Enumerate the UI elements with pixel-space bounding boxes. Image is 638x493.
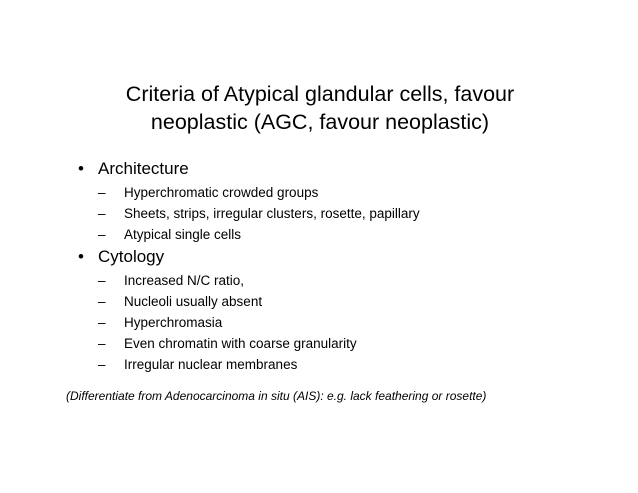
dash-icon: – [98, 315, 106, 330]
bullet-heading: Architecture [98, 159, 189, 178]
sub-item-text: Irregular nuclear membranes [124, 357, 298, 372]
dash-icon: – [98, 273, 106, 288]
sub-item-text: Increased N/C ratio, [124, 273, 245, 288]
bullet-cytology [78, 245, 618, 269]
slide-title [60, 80, 580, 136]
bullet-icon: • [78, 247, 84, 266]
sub-item-text: Hyperchromatic crowded groups [124, 185, 319, 200]
sub-item [78, 333, 618, 354]
sub-item-text: Atypical single cells [124, 227, 242, 242]
sub-item-text: Even chromatin with coarse granularity [124, 336, 357, 351]
dash-icon: – [98, 206, 106, 221]
slide-title-line-2: neoplastic (AGC, favour neoplastic) [150, 110, 490, 134]
sub-item [78, 270, 618, 291]
sub-item [78, 203, 618, 224]
bullet-list [78, 157, 618, 375]
cytology-sublist [78, 270, 618, 375]
dash-icon: – [98, 336, 106, 351]
dash-icon: – [98, 227, 106, 242]
dash-icon: – [98, 357, 106, 372]
bullet-icon: • [78, 159, 84, 178]
slide-title-line-1: Criteria of Atypical glandular cells, favour [125, 82, 515, 106]
sub-item [78, 354, 618, 375]
bullet-heading: Cytology [98, 247, 165, 266]
sub-item-text: Nucleoli usually absent [124, 294, 263, 309]
sub-item-text: Sheets, strips, irregular clusters, rosette, papillary [124, 206, 420, 221]
sub-item [78, 312, 618, 333]
sub-item-text: Hyperchromasia [124, 315, 223, 330]
sub-item [78, 224, 618, 245]
dash-icon: – [98, 185, 106, 200]
bullet-architecture [78, 157, 618, 181]
dash-icon: – [98, 294, 106, 309]
footnote: (Differentiate from Adenocarcinoma in situ (AIS): e.g. lack feathering or rosette) [66, 389, 487, 403]
sub-item [78, 291, 618, 312]
sub-item [78, 182, 618, 203]
architecture-sublist [78, 182, 618, 245]
